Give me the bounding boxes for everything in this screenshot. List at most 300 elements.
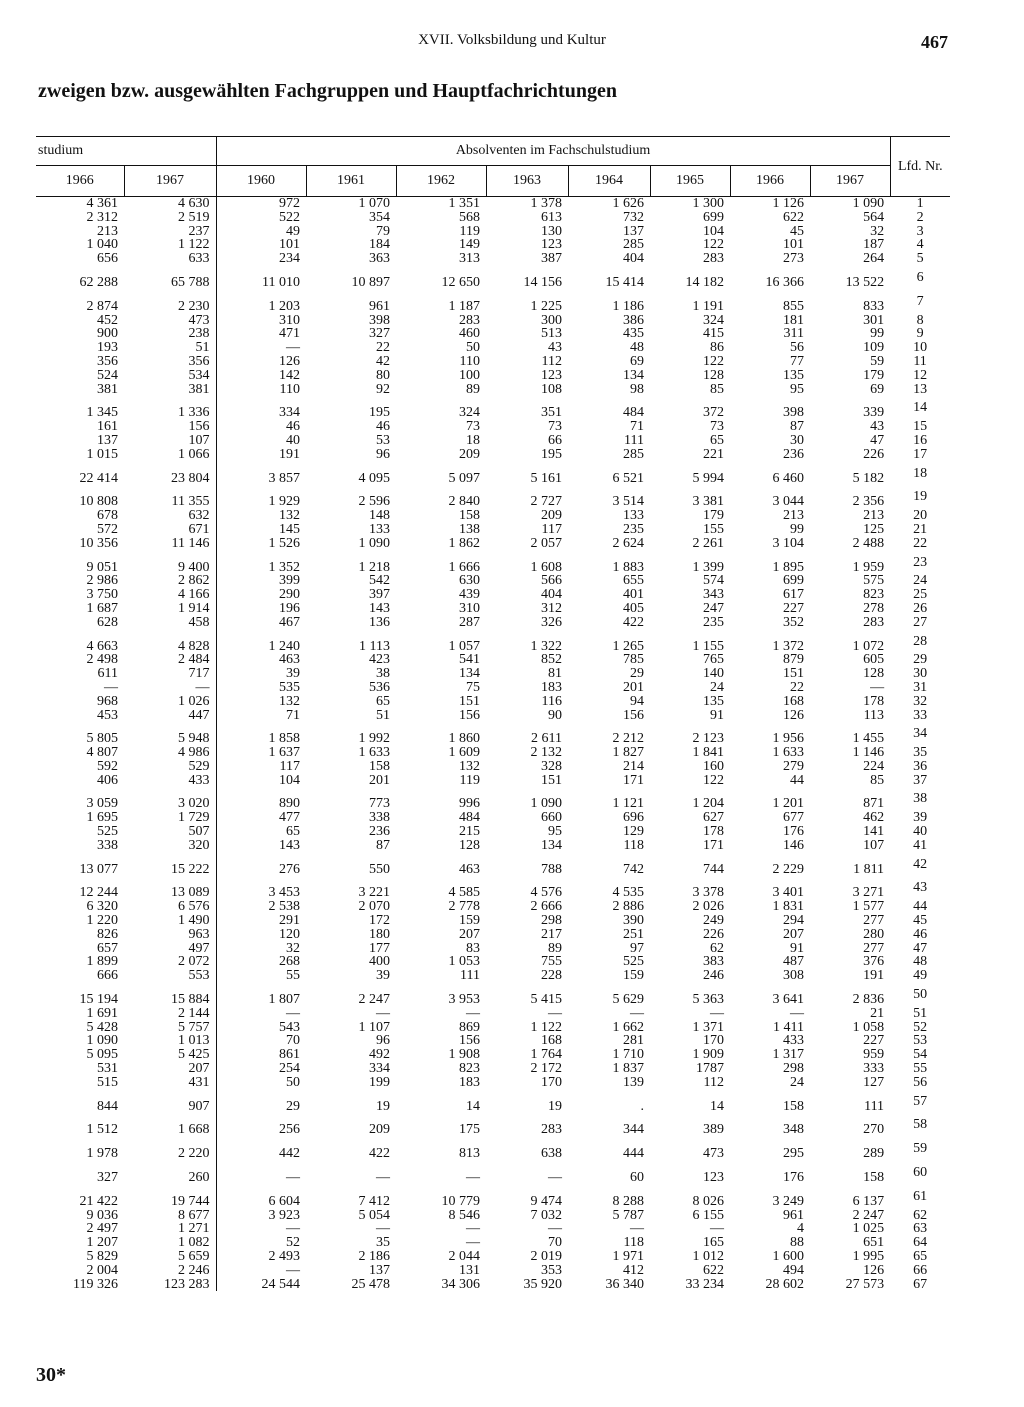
table-cell: 209 [369, 1122, 390, 1138]
table-cell: 2 004 [86, 1262, 118, 1278]
table-cell: 531 [97, 1061, 118, 1077]
table-cell: 452 [97, 312, 118, 328]
table-row [36, 876, 950, 900]
table-cell: 156 [459, 707, 480, 723]
table-cell: 2 019 [530, 1249, 562, 1264]
table-cell: 3 020 [124, 787, 216, 811]
table-cell: 467 [279, 614, 300, 630]
table-cell: 2 057 [530, 535, 562, 551]
row-number: 24 [913, 573, 928, 589]
table-cell: 1 072 [852, 638, 885, 654]
table-cell: 353 [541, 1262, 562, 1278]
table-cell: 177 [369, 940, 390, 956]
table-cell: 70 [286, 1033, 300, 1049]
table-cell: — [376, 1221, 390, 1237]
table-cell: 178 [863, 693, 885, 709]
table-cell: 24 [790, 1074, 804, 1090]
table-row [36, 811, 950, 825]
table-cell: 24 544 [261, 1276, 300, 1292]
table-cell: 247 [703, 600, 724, 616]
table-cell: 137 [97, 432, 118, 448]
table-cell: 30 [790, 432, 804, 448]
column-header-3: 1961 [306, 166, 396, 197]
row-number: 2 [916, 209, 924, 225]
table-cell: 678 [97, 508, 118, 524]
table-cell: 249 [703, 913, 724, 929]
table-cell: 1 695 [86, 810, 118, 826]
table-row [36, 1034, 950, 1048]
table-cell: 657 [97, 940, 118, 956]
table-cell: 1 012 [692, 1249, 724, 1264]
table-cell: 126 [279, 353, 300, 369]
table-cell: 170 [541, 1074, 562, 1090]
row-number: 14 [913, 400, 928, 416]
table-cell: 8 546 [448, 1207, 480, 1223]
table-cell: 191 [863, 968, 885, 984]
table-cell: 890 [279, 796, 300, 812]
table-cell: 313 [459, 251, 480, 267]
table-cell: 89 [548, 940, 562, 956]
table-cell: 62 [710, 940, 724, 956]
table-cell: 1 992 [358, 731, 390, 747]
table-cell: 112 [703, 1074, 724, 1090]
table-cell: 29 [286, 1098, 300, 1114]
table-cell: 354 [369, 209, 390, 225]
table-cell: 406 [97, 772, 118, 788]
table-cell: 823 [863, 587, 885, 603]
row-number: 48 [913, 954, 928, 970]
table-cell: 138 [459, 521, 480, 537]
table-cell: 1 978 [86, 1146, 118, 1162]
table-cell: 14 [466, 1098, 480, 1114]
table-cell: 32 [870, 223, 885, 239]
table-cell: 1 807 [268, 992, 300, 1008]
table-cell: 344 [623, 1122, 644, 1138]
table-cell: 1 191 [692, 298, 724, 314]
table-cell: 91 [710, 707, 724, 723]
table-cell: 386 [623, 312, 644, 328]
table-cell: 8 288 [612, 1193, 644, 1209]
table-cell: 39 [286, 666, 300, 682]
table-cell: 281 [623, 1033, 644, 1049]
table-cell: 1 710 [612, 1047, 644, 1063]
table-cell: 66 [548, 432, 562, 448]
table-cell: 655 [623, 573, 644, 589]
table-cell: 400 [369, 954, 390, 970]
table-cell: 158 [369, 758, 390, 774]
table-cell: 324 [703, 312, 724, 328]
table-cell: 132 [279, 508, 300, 524]
table-row [36, 448, 950, 462]
table-cell: 290 [279, 587, 300, 603]
header-years-row [36, 166, 950, 197]
table-cell: 3 044 [772, 494, 804, 510]
row-number: 41 [913, 837, 928, 853]
table-cell: 1 858 [268, 731, 300, 747]
table-cell: 42 [376, 353, 390, 369]
table-cell: 110 [279, 381, 300, 397]
table-cell: 209 [541, 508, 562, 524]
table-cell: 108 [541, 381, 562, 397]
table-cell: 1 351 [448, 196, 480, 211]
table-cell: 5 994 [692, 470, 724, 486]
table-cell: 2 840 [448, 494, 480, 510]
table-row [36, 1250, 950, 1264]
table-row [36, 434, 950, 448]
table-cell: 422 [369, 1146, 390, 1162]
table-cell: 214 [623, 758, 644, 774]
table-cell: 907 [124, 1090, 216, 1114]
table-cell: 3 271 [852, 885, 885, 901]
header-group-row [36, 137, 950, 166]
table-cell: 671 [124, 523, 216, 537]
table-cell: 137 [623, 223, 644, 239]
group-label-absolventen: Absolventen im Fachschulstudium [216, 137, 890, 166]
table-cell: 228 [541, 968, 562, 984]
table-cell: 3 453 [268, 885, 300, 901]
table-cell: 484 [459, 810, 480, 826]
table-cell: 5 182 [852, 470, 885, 486]
table-cell: 968 [97, 693, 118, 709]
table-cell: 2 246 [124, 1264, 216, 1278]
table-cell: 117 [279, 758, 300, 774]
table-cell: 363 [369, 251, 390, 267]
table-cell: 10 356 [79, 535, 118, 551]
table-cell: 86 [710, 340, 724, 356]
row-number: 29 [913, 652, 928, 668]
table-cell: 94 [630, 693, 644, 709]
table-cell: 453 [97, 707, 118, 723]
table-cell: 568 [459, 209, 480, 225]
table-cell: 1 057 [448, 638, 480, 654]
table-cell: 5 425 [124, 1048, 216, 1062]
table-cell: 473 [703, 1146, 724, 1162]
table-row [36, 787, 950, 811]
table-cell: 122 [703, 772, 724, 788]
table-row [36, 355, 950, 369]
table-cell: 13 077 [79, 861, 118, 877]
table-cell: — [870, 679, 885, 695]
row-number: 3 [916, 223, 924, 239]
table-cell: 334 [279, 405, 300, 421]
table-cell: 1 909 [692, 1047, 724, 1063]
table-cell: 3 221 [358, 885, 390, 901]
table-cell: 869 [459, 1019, 480, 1035]
table-cell: 196 [279, 600, 300, 616]
table-cell: 871 [863, 796, 885, 812]
table-cell: 95 [790, 381, 804, 397]
table-cell: 235 [623, 521, 644, 537]
table-cell: 4 361 [86, 196, 118, 211]
table-cell: 327 [369, 326, 390, 342]
table-cell: 2 666 [530, 899, 562, 915]
table-cell: 213 [863, 508, 885, 524]
table-cell: 3 401 [772, 885, 804, 901]
running-head: XVII. Volksbildung und Kultur [418, 32, 606, 48]
page-title: zweigen bzw. ausgewählten Fachgruppen und Hauptfachrichtungen [38, 80, 617, 102]
table-cell: 525 [623, 954, 644, 970]
row-number: 32 [913, 693, 928, 709]
table-cell: 193 [97, 340, 118, 356]
table-cell: 1 862 [448, 535, 480, 551]
row-number: 62 [913, 1207, 928, 1223]
table-cell: — [286, 1170, 300, 1186]
table-cell: 145 [279, 521, 300, 537]
table-row [36, 1076, 950, 1090]
table-cell: 165 [703, 1235, 724, 1251]
table-cell: 2 172 [530, 1061, 562, 1077]
table-cell: 463 [459, 861, 480, 877]
table-cell: 59 [870, 353, 885, 369]
table-cell: 381 [124, 383, 216, 397]
table-cell: 6 460 [772, 470, 804, 486]
row-number: 57 [913, 1093, 928, 1109]
table-cell: 1 841 [692, 745, 724, 761]
table-cell: 3 059 [86, 796, 118, 812]
table-cell: 5 629 [612, 992, 644, 1008]
table-cell: 69 [870, 381, 885, 397]
table-cell: — [548, 1221, 562, 1237]
table-cell: 487 [783, 954, 804, 970]
table-cell: 279 [783, 758, 804, 774]
table-cell: 143 [369, 600, 390, 616]
table-cell: 201 [369, 772, 390, 788]
table-cell: 444 [623, 1146, 644, 1162]
table-cell: 1 827 [612, 745, 644, 761]
table-cell: 996 [459, 796, 480, 812]
table-cell: 543 [279, 1019, 300, 1035]
table-cell: 1 860 [448, 731, 480, 747]
table-cell: 566 [541, 573, 562, 589]
table-cell: 4 095 [358, 470, 390, 486]
column-header-1: 1967 [124, 166, 216, 197]
table-cell: 19 [376, 1098, 390, 1114]
table-cell: 696 [623, 810, 644, 826]
table-cell: 326 [541, 614, 562, 630]
table-cell: 238 [124, 327, 216, 341]
table-row [36, 225, 950, 239]
table-cell: — [548, 1005, 562, 1021]
table-cell: 159 [459, 913, 480, 929]
table-cell: 553 [124, 969, 216, 983]
table-cell: 477 [279, 810, 300, 826]
table-cell: 151 [459, 693, 480, 709]
table-cell: 435 [623, 326, 644, 342]
table-cell: 136 [369, 614, 390, 630]
table-cell: 717 [124, 667, 216, 681]
table-cell: 1 908 [448, 1047, 480, 1063]
table-cell: 90 [548, 707, 562, 723]
table-cell: 308 [783, 968, 804, 984]
table-cell: — [710, 1005, 724, 1021]
table-cell: 43 [870, 419, 885, 435]
table-cell: 412 [623, 1262, 644, 1278]
row-number: 11 [913, 353, 927, 369]
table-cell: 139 [623, 1074, 644, 1090]
table-cell: 158 [459, 508, 480, 524]
table-cell: 92 [376, 381, 390, 397]
table-row [36, 197, 950, 211]
table-cell: 1 995 [852, 1249, 885, 1264]
table-cell: 300 [541, 312, 562, 328]
table-cell: 215 [459, 824, 480, 840]
table-cell: 35 [376, 1235, 390, 1251]
row-number: 1 [916, 196, 924, 211]
table-cell: 62 288 [79, 274, 118, 290]
table-cell: 35 920 [523, 1276, 562, 1292]
table-row [36, 774, 950, 788]
table-cell: 534 [124, 369, 216, 383]
row-number: 56 [913, 1074, 928, 1090]
table-cell: 83 [466, 940, 480, 956]
table-cell: 1 837 [612, 1061, 644, 1077]
table-cell: 2 356 [852, 494, 885, 510]
row-number: 61 [913, 1188, 928, 1204]
table-cell: 3 857 [268, 470, 300, 486]
table-row [36, 853, 950, 877]
table-cell: 13 522 [845, 274, 885, 290]
table-cell: 1 633 [772, 745, 804, 761]
table-cell: — [710, 1221, 724, 1237]
table-cell: 788 [541, 861, 562, 877]
table-cell: 34 306 [441, 1276, 480, 1292]
row-number: 45 [913, 913, 928, 929]
table-row [36, 551, 950, 575]
table-cell: — [286, 1262, 300, 1278]
table-cell: 14 [710, 1098, 724, 1114]
table-cell: 389 [703, 1122, 724, 1138]
table-cell: 97 [630, 940, 644, 956]
table-cell: 179 [863, 367, 885, 383]
table-cell: 155 [703, 521, 724, 537]
table-cell: 3 104 [772, 535, 804, 551]
table-cell: 51 [376, 707, 390, 723]
table-cell: 73 [466, 419, 480, 435]
table-cell: 53 [376, 432, 390, 448]
table-cell: 525 [97, 824, 118, 840]
table-cell: 117 [541, 521, 562, 537]
table-cell: 181 [783, 312, 804, 328]
table-cell: 1 220 [86, 913, 118, 929]
table-cell: — [548, 1170, 562, 1186]
table-cell: 1 764 [530, 1047, 562, 1063]
table-cell: 2 836 [852, 992, 885, 1008]
table-row [36, 928, 950, 942]
table-cell: 376 [863, 954, 885, 970]
row-number: 33 [913, 707, 928, 723]
table-cell: 755 [541, 954, 562, 970]
table-cell: 22 [790, 679, 804, 695]
table-cell: 2 132 [530, 745, 562, 761]
row-number: 26 [913, 600, 928, 616]
table-cell: 109 [863, 340, 885, 356]
table-cell: 172 [369, 913, 390, 929]
table-row [36, 523, 950, 537]
table-cell: 50 [286, 1074, 300, 1090]
table-cell: 1 831 [772, 899, 804, 915]
table-cell: 5 787 [612, 1207, 644, 1223]
table-cell: 125 [863, 521, 885, 537]
row-number: 5 [916, 251, 924, 267]
table-cell: 226 [703, 926, 724, 942]
table-cell: 1 225 [530, 298, 562, 314]
column-header-4: 1962 [396, 166, 486, 197]
table-cell: 56 [790, 340, 804, 356]
table-cell: 613 [541, 209, 562, 225]
table-cell: 550 [369, 861, 390, 877]
row-number: 65 [913, 1249, 928, 1264]
table-row [36, 1137, 950, 1161]
table-cell: 175 [459, 1122, 480, 1138]
table-cell: 3 953 [448, 992, 480, 1008]
table-cell: 1 455 [852, 731, 885, 747]
table-cell: 5 415 [530, 992, 562, 1008]
table-cell: 5 054 [358, 1207, 390, 1223]
table-cell: 87 [790, 419, 804, 435]
table-cell: 160 [703, 758, 724, 774]
row-number: 17 [913, 446, 928, 462]
table-cell: 213 [97, 223, 118, 239]
row-number: 49 [913, 968, 928, 984]
table-cell: 522 [279, 209, 300, 225]
table-row [36, 681, 950, 695]
table-cell: 833 [863, 298, 885, 314]
table-cell: 352 [783, 614, 804, 630]
table-cell: 273 [783, 251, 804, 267]
row-number: 7 [916, 293, 924, 309]
table-cell: 462 [863, 810, 885, 826]
table-cell: 564 [863, 209, 885, 225]
table-cell: 65 788 [124, 266, 216, 290]
table-row [36, 825, 950, 839]
table-cell: 1 971 [612, 1249, 644, 1264]
table-row [36, 420, 950, 434]
table-cell: 55 [286, 968, 300, 984]
table-cell: 119 [459, 772, 480, 788]
table-cell: 141 [863, 824, 885, 840]
table-cell: 156 [623, 707, 644, 723]
table-cell: 143 [279, 837, 300, 853]
table-cell: 19 744 [124, 1185, 216, 1209]
table-cell: 49 [286, 223, 300, 239]
table-cell: 1 025 [852, 1221, 885, 1237]
table-cell: 1 637 [268, 745, 300, 761]
table-cell: 75 [466, 679, 480, 695]
table-cell: 1 626 [612, 196, 644, 211]
table-cell: — [286, 1005, 300, 1021]
table-cell: — [790, 1005, 804, 1021]
table-cell: 9 400 [124, 551, 216, 575]
column-header-8: 1966 [730, 166, 810, 197]
table-cell: 3 249 [772, 1193, 804, 1209]
table-cell: 88 [790, 1235, 804, 1251]
row-number: 66 [913, 1262, 928, 1278]
table-cell: 209 [459, 446, 480, 462]
table-cell: 1 668 [124, 1113, 216, 1137]
table-cell: — [124, 681, 216, 695]
table-row [36, 746, 950, 760]
table-cell: 339 [863, 405, 885, 421]
table-cell: 256 [279, 1122, 300, 1138]
table-cell: 497 [124, 942, 216, 956]
table-cell: 2 484 [124, 653, 216, 667]
table-cell: 463 [279, 652, 300, 668]
table-cell: 8 677 [124, 1209, 216, 1223]
table-cell: 101 [783, 237, 804, 253]
table-cell: 422 [623, 614, 644, 630]
row-number: 28 [913, 633, 928, 649]
table-cell: 852 [541, 652, 562, 668]
